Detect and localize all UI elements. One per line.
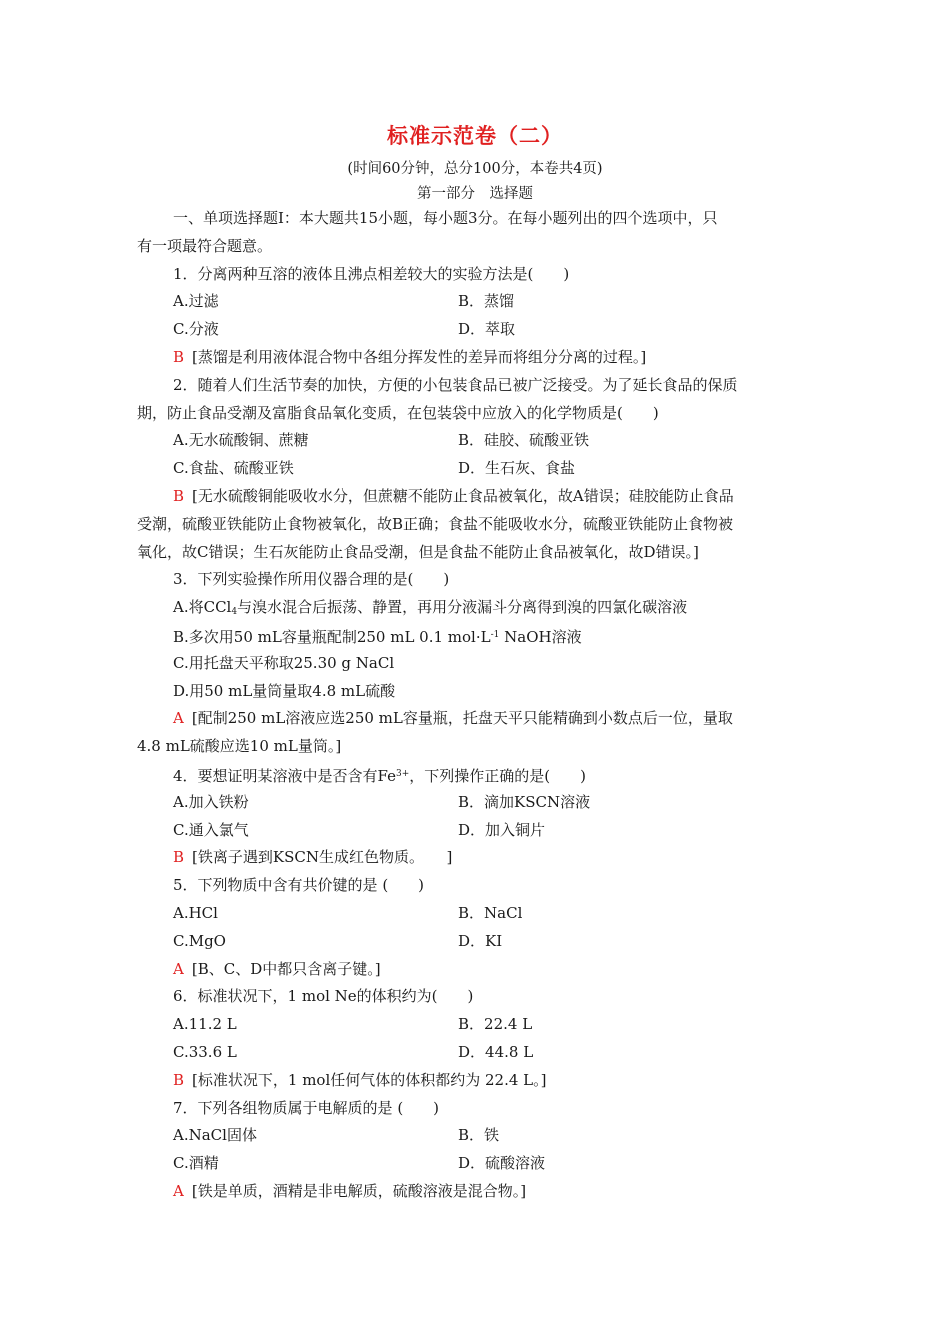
- question-stem: 3．下列实验操作所用仪器合理的是( ): [173, 570, 450, 589]
- question-stem: 1．分离两种互溶的液体且沸点相差较大的实验方法是( ): [173, 264, 570, 283]
- answer-explanation: 氧化，故C错误；生石灰能防止食品受潮，但是食盐不能防止食品被氧化，故D错误。]: [137, 542, 699, 561]
- answer-letter: B: [173, 1070, 185, 1089]
- question-body: [137, 205, 817, 1206]
- answer-letter: B: [173, 848, 185, 867]
- answer-letter: A: [173, 709, 184, 728]
- answer-letter: B: [173, 486, 185, 505]
- answer-explanation: A [配制250 mL溶液应选250 mL容量瓶，托盘天平只能精确到小数点后一位，量取: [173, 709, 733, 728]
- option: B．NaCl: [458, 903, 523, 922]
- option: B．蒸馏: [458, 292, 515, 311]
- option: D．生石灰、食盐: [458, 459, 576, 478]
- exam-info: (时间60分钟，总分100分，本卷共4页): [347, 161, 603, 177]
- answer-explanation: B [铁离子遇到KSCN生成红色物质。 ]: [173, 848, 453, 867]
- question-stem: 4．要想证明某溶液中是否含有$Fe^{3+}$，下列操作正确的是( ): [173, 766, 587, 785]
- option: D．硫酸溶液: [458, 1154, 546, 1173]
- option: D．KI: [458, 931, 503, 950]
- option: A.11.2 L: [173, 1015, 237, 1034]
- option: C.33.6 L: [173, 1042, 237, 1061]
- option: D.用50 mL量筒量取4.8 mL硫酸: [173, 681, 396, 700]
- answer-letter: B: [173, 347, 185, 366]
- option: B．硅胶、硫酸亚铁: [458, 431, 590, 450]
- option: A.将CCl$_4$与溴水混合后振荡、静置，再用分液漏斗分离得到溴的四氯化碳溶液: [173, 598, 688, 618]
- option: C.MgO: [173, 931, 226, 950]
- option: D．加入铜片: [458, 820, 546, 839]
- answer-explanation: A [铁是单质，酒精是非电解质，硫酸溶液是混合物。]: [173, 1181, 527, 1200]
- section-intro: 有一项最符合题意。: [137, 236, 273, 255]
- option: B.多次用50 mL容量瓶配制250 mL 0.1 $mol\cdot L^{-1}$ NaOH溶液: [173, 627, 582, 646]
- option: D．萃取: [458, 320, 516, 339]
- answer-explanation: 受潮，硫酸亚铁能防止食物被氧化，故B正确；食盐不能吸收水分，硫酸亚铁能防止食物被: [137, 514, 734, 533]
- option: C.食盐、硫酸亚铁: [173, 459, 294, 478]
- part-title: 第一部分 选择题: [417, 186, 533, 202]
- question-stem: 6．标准状况下，1 mol Ne的体积约为( ): [173, 987, 474, 1006]
- question-stem: 5．下列物质中含有共价键的是 ( ): [173, 876, 425, 895]
- question-stem: 7．下列各组物质属于电解质的是 ( ): [173, 1098, 440, 1117]
- option: B．滴加KSCN溶液: [458, 792, 591, 811]
- answer-explanation: B [蒸馏是利用液体混合物中各组分挥发性的差异而将组分分离的过程。]: [173, 347, 647, 366]
- question-stem: 2．随着人们生活节奏的加快，方便的小包装食品已被广泛接受。为了延长食品的保质: [173, 375, 738, 394]
- option: A.过滤: [173, 292, 219, 311]
- option: C.酒精: [173, 1154, 219, 1173]
- option: A.加入铁粉: [173, 792, 249, 811]
- option: C.分液: [173, 320, 219, 339]
- option: B．22.4 L: [458, 1015, 533, 1034]
- answer-explanation: A [B、C、D中都只含离子键。]: [173, 959, 381, 978]
- page-title: 标准示范卷（二）: [387, 123, 563, 148]
- option: A.HCl: [173, 903, 218, 922]
- answer-letter: A: [173, 959, 184, 978]
- option: A.无水硫酸铜、蔗糖: [173, 431, 309, 450]
- option: B．铁: [458, 1126, 500, 1145]
- answer-explanation: B [标准状况下，1 mol任何气体的体积都约为 22.4 L。]: [173, 1070, 547, 1089]
- question-stem: 期，防止食品受潮及富脂食品氧化变质，在包装袋中应放入的化学物质是( ): [137, 403, 659, 422]
- option: A.NaCl固体: [173, 1126, 257, 1145]
- answer-explanation: B [无水硫酸铜能吸收水分，但蔗糖不能防止食品被氧化，故A错误；硅胶能防止食品: [173, 486, 734, 505]
- option: C.通入氯气: [173, 820, 249, 839]
- section-intro: 一、单项选择题Ⅰ：本大题共15小题，每小题3分。在每小题列出的四个选项中，只: [173, 209, 718, 227]
- option: D．44.8 L: [458, 1042, 534, 1061]
- answer-explanation: 4.8 mL硫酸应选10 mL量筒。]: [137, 737, 342, 756]
- option: C.用托盘天平称取25.30 g NaCl: [173, 653, 395, 672]
- answer-letter: A: [173, 1181, 184, 1200]
